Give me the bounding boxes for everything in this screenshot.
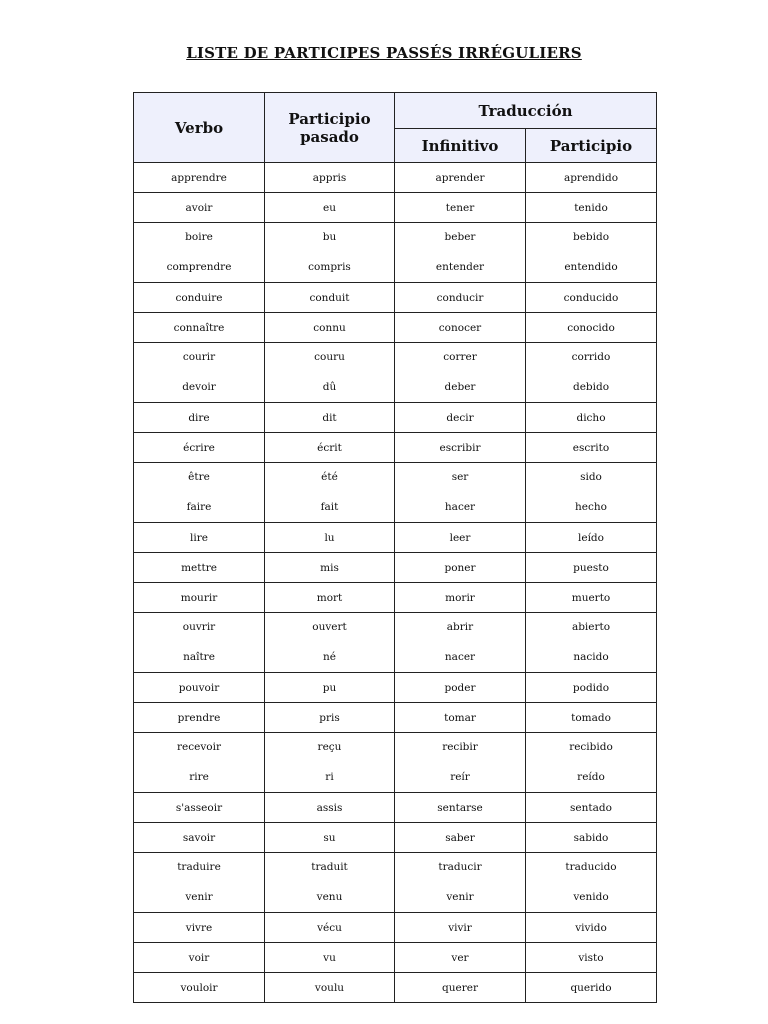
cell-line: être [188,471,210,483]
table-body [134,163,657,1003]
cell-past-participle [265,733,395,793]
cell-participle: sabido [526,823,657,853]
cell-line: hecho [575,500,607,513]
cell-participle [526,853,657,913]
cell-past-participle: mis [265,553,395,583]
cell-line: venir [446,890,474,903]
cell-participle: podido [526,673,657,703]
cell-participle: tenido [526,193,657,223]
cell-verb: s'asseoir [134,793,265,823]
cell-past-participle [265,853,395,913]
cell-line: compris [308,260,351,273]
table-row [134,943,657,973]
cell-verb: prendre [134,703,265,733]
table-row [134,553,657,583]
cell-infinitive [395,343,526,403]
cell-line: venu [316,890,343,903]
cell-verb [134,343,265,403]
cell-participle [526,223,657,283]
table-row [134,793,657,823]
cell-line: entender [435,260,485,273]
cell-past-participle [265,223,395,283]
cell-line: naître [183,650,215,663]
cell-line: hacer [444,500,476,513]
table-row [134,313,657,343]
header-verb: Verbo [134,93,265,163]
cell-line: beber [444,231,476,243]
header-translation: Traducción [395,93,657,129]
header-past-participle-line2: pasado [300,127,359,146]
cell-line: boire [185,231,213,243]
table-row [134,163,657,193]
cell-infinitive: conducir [395,283,526,313]
cell-line: reçu [317,741,342,753]
cell-participle: dicho [526,403,657,433]
cell-participle: tomado [526,703,657,733]
cell-participle [526,613,657,673]
cell-infinitive: querer [395,973,526,1003]
cell-participle: escrito [526,433,657,463]
cell-past-participle: appris [265,163,395,193]
cell-line: ri [325,770,334,783]
cell-verb: dire [134,403,265,433]
cell-participle: leído [526,523,657,553]
table-row [134,913,657,943]
table-row [134,283,657,313]
table-row [134,223,657,283]
cell-past-participle: voulu [265,973,395,1003]
cell-past-participle: écrit [265,433,395,463]
table-row [134,823,657,853]
cell-participle [526,463,657,523]
cell-line: traduit [311,861,348,873]
cell-verb [134,733,265,793]
table-row [134,583,657,613]
table-row [134,403,657,433]
cell-past-participle: pris [265,703,395,733]
cell-infinitive [395,853,526,913]
page-title: LISTE DE PARTICIPES PASSÉS IRRÉGULIERS [186,44,582,62]
cell-line: courir [182,351,216,363]
cell-line: couru [314,351,345,363]
cell-past-participle: assis [265,793,395,823]
cell-line: debido [572,380,610,393]
table-row [134,193,657,223]
cell-line: devoir [182,380,216,393]
cell-verb: apprendre [134,163,265,193]
cell-infinitive: conocer [395,313,526,343]
cell-line: traduire [177,861,221,873]
cell-infinitive: tener [395,193,526,223]
cell-line: corrido [571,351,611,363]
cell-participle: vivido [526,913,657,943]
cell-line: abrir [446,621,474,633]
cell-line: été [321,471,338,483]
header-past-participle [265,93,395,163]
cell-line: venir [185,890,213,903]
cell-verb: mourir [134,583,265,613]
cell-infinitive: poner [395,553,526,583]
cell-verb: écrire [134,433,265,463]
cell-past-participle: conduit [265,283,395,313]
cell-participle: conducido [526,283,657,313]
cell-past-participle: dit [265,403,395,433]
header-past-participle-line1: Participio [288,109,371,128]
cell-infinitive: saber [395,823,526,853]
cell-verb: vivre [134,913,265,943]
cell-participle: puesto [526,553,657,583]
cell-infinitive: poder [395,673,526,703]
cell-line: correr [443,351,477,363]
cell-verb: conduire [134,283,265,313]
cell-infinitive: escribir [395,433,526,463]
cell-infinitive [395,463,526,523]
cell-line: recibir [442,741,478,753]
cell-past-participle [265,463,395,523]
cell-line: traducido [565,861,617,873]
cell-verb: pouvoir [134,673,265,703]
cell-infinitive: vivir [395,913,526,943]
cell-verb [134,613,265,673]
cell-infinitive: ver [395,943,526,973]
cell-infinitive: aprender [395,163,526,193]
cell-line: rire [189,770,209,783]
table-row [134,973,657,1003]
cell-line: dû [322,380,337,393]
cell-line: deber [444,380,476,393]
cell-past-participle: vécu [265,913,395,943]
table-row [134,433,657,463]
cell-line: entendido [564,260,618,273]
cell-participle: conocido [526,313,657,343]
cell-participle: querido [526,973,657,1003]
cell-line: sido [580,471,602,483]
cell-verb: lire [134,523,265,553]
cell-line: recevoir [177,741,221,753]
cell-line: comprendre [166,260,232,273]
cell-verb: mettre [134,553,265,583]
cell-line: traducir [438,861,482,873]
cell-past-participle: mort [265,583,395,613]
header-participle: Participio [526,129,657,163]
cell-participle: visto [526,943,657,973]
cell-line: fait [320,500,339,513]
table-row [134,733,657,793]
cell-line: faire [186,500,212,513]
cell-past-participle: eu [265,193,395,223]
participles-table [133,92,657,1003]
table-row [134,703,657,733]
cell-participle [526,733,657,793]
cell-verb: savoir [134,823,265,853]
cell-past-participle: vu [265,943,395,973]
cell-past-participle [265,343,395,403]
cell-line: bu [322,231,337,243]
cell-verb [134,463,265,523]
cell-infinitive: sentarse [395,793,526,823]
cell-line: né [323,650,336,663]
cell-verb [134,853,265,913]
cell-infinitive: leer [395,523,526,553]
cell-line: nacido [573,650,609,663]
cell-line: recibido [569,741,613,753]
cell-line: ouvert [312,621,347,633]
cell-verb: vouloir [134,973,265,1003]
cell-verb: connaître [134,313,265,343]
cell-participle [526,343,657,403]
cell-line: abierto [571,621,611,633]
cell-verb [134,223,265,283]
cell-verb: voir [134,943,265,973]
table-row [134,853,657,913]
cell-past-participle [265,613,395,673]
cell-line: ouvrir [182,621,216,633]
header-infinitive: Infinitivo [395,129,526,163]
cell-infinitive: morir [395,583,526,613]
table-row [134,343,657,403]
cell-infinitive [395,223,526,283]
cell-participle: sentado [526,793,657,823]
cell-past-participle: connu [265,313,395,343]
cell-line: reído [577,770,605,783]
cell-infinitive [395,613,526,673]
table-row [134,673,657,703]
cell-past-participle: pu [265,673,395,703]
cell-past-participle: su [265,823,395,853]
table-row [134,613,657,673]
cell-verb: avoir [134,193,265,223]
table-row [134,523,657,553]
cell-line: reír [450,770,470,783]
cell-infinitive [395,733,526,793]
cell-line: venido [573,890,609,903]
cell-line: nacer [444,650,476,663]
cell-infinitive: tomar [395,703,526,733]
cell-line: bebido [572,231,610,243]
cell-past-participle: lu [265,523,395,553]
cell-participle: muerto [526,583,657,613]
cell-infinitive: decir [395,403,526,433]
cell-line: ser [451,471,469,483]
cell-participle: aprendido [526,163,657,193]
table-row [134,463,657,523]
